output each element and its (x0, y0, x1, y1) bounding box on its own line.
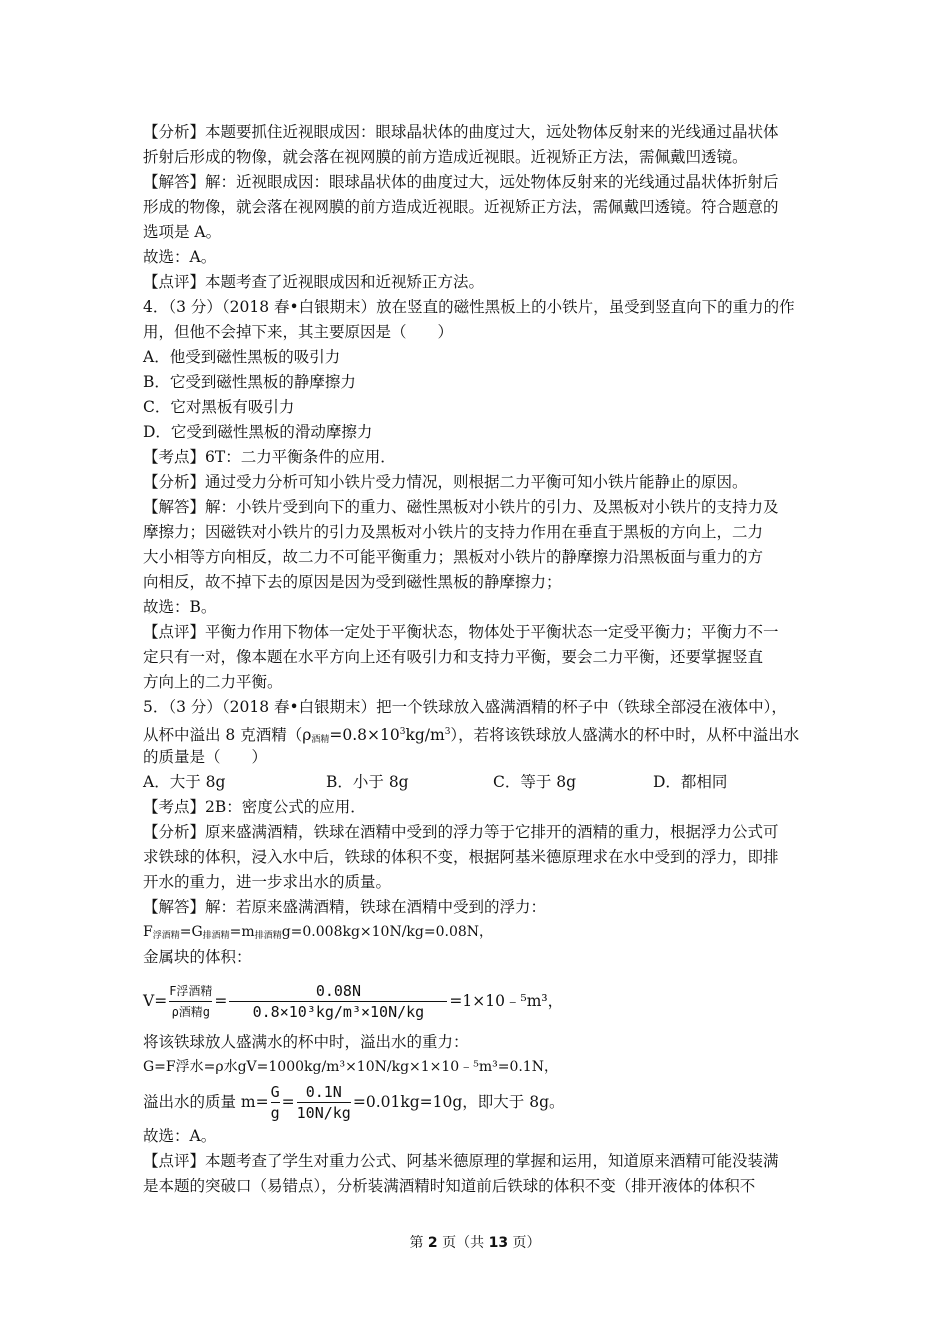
q3-answer-line-3: 选项是 A。 (143, 223, 222, 241)
volume-prefix: V= (143, 991, 168, 1010)
q5-volume-label: 金属块的体积： (143, 948, 252, 966)
q3-analysis-line-1: 【分析】本题要抓住近视眼成因：眼球晶状体的曲度过大，远处物体反射来的光线通过晶状体 (143, 123, 779, 141)
q4-answer-line-1: 【解答】解：小铁片受到向下的重力、磁性黑板对小铁片的引力、及黑板对小铁片的支持力及 (143, 498, 779, 516)
q5-option-a: A．大于 8g (143, 773, 226, 791)
q4-analysis: 【分析】通过受力分析可知小铁片受力情况，则根据二力平衡可知小铁片能静止的原因。 (143, 473, 748, 491)
fraction-denominator: ρ酒精g (171, 1004, 211, 1019)
volume-result: =1×10﹣⁵m³， (449, 991, 564, 1010)
q5-analysis-line-3: 开水的重力，进一步求出水的质量。 (143, 873, 392, 891)
q5-stem-line-1: 5．（3 分）（2018 春•白银期末）把一个铁球放入盛满酒精的杯子中（铁球全部浸在液体中）， (143, 698, 787, 716)
document-body (143, 120, 813, 1199)
q5-option-d: D．都相同 (653, 773, 728, 791)
q4-review-line-2: 定只有一对，像本题在水平方向上还有吸引力和支持力平衡，要会二力平衡，还要掌握竖直 (143, 648, 764, 666)
q4-review-line-1: 【点评】平衡力作用下物体一定处于平衡状态，物体处于平衡状态一定受平衡力；平衡力不一 (143, 623, 779, 641)
mass-fraction-symbolic (271, 1082, 280, 1123)
q4-stem-line-1: 4．（3 分）（2018 春•白银期末）放在竖直的磁性黑板上的小铁片，虽受到竖直向下的重力的作 (143, 298, 795, 316)
mass-fraction-numeric (297, 1082, 351, 1123)
page-footer: 第 2 页（共 13 页） (409, 1235, 541, 1251)
q5-gravity-formula: G=F浮水=ρ水gV=1000kg/m³×10N/kg×1×10﹣⁵m³=0.1N， (143, 1059, 558, 1075)
q3-answer-line-2: 形成的物像，就会落在视网膜的前方造成近视眼。近视矫正方法，需佩戴凹透镜。符合题意的 (143, 198, 779, 216)
q4-option-d: D．它受到磁性黑板的滑动摩擦力 (143, 423, 373, 441)
q5-buoyancy-formula: $F_{浮酒精}=G_{排酒精}=m_{排酒精}g=0.008kg\times 10N/kg=0.08N$， (143, 924, 494, 941)
q5-analysis-line-2: 求铁球的体积，浸入水中后，铁球的体积不变，根据阿基米德原理求在水中受到的浮力，即排 (143, 848, 779, 866)
q4-answer-line-2: 摩擦力；因磁铁对小铁片的引力及黑板对小铁片的支持力作用在垂直于黑板的方向上，二力 (143, 523, 764, 541)
q5-option-b: B．小于 8g (326, 773, 409, 791)
q5-review-line-2: 是本题的突破口（易错点），分析装满酒精时知道前后铁球的体积不变（排开液体的体积不 (143, 1177, 756, 1195)
equals-sign: = (281, 1092, 295, 1111)
q5-volume-formula (143, 976, 813, 1026)
total-pages: 13 (488, 1235, 509, 1251)
current-page-number: 2 (427, 1235, 438, 1251)
q4-answer-line-4: 向相反，故不掉下去的原因是因为受到磁性黑板的静摩擦力； (143, 573, 562, 591)
q5-answer-line-1: 【解答】解：若原来盛满酒精，铁球在酒精中受到的浮力： (143, 898, 547, 916)
q5-choice: 故选：A。 (143, 1127, 217, 1145)
fraction-denominator: g (270, 1103, 280, 1122)
mass-result: =0.01kg=10g，即大于 8g。 (352, 1092, 565, 1111)
fraction-denominator: 0.8×10³kg/m³×10N/kg (252, 1002, 425, 1021)
q5-analysis-line-1: 【分析】原来盛满酒精，铁球在酒精中受到的浮力等于它排开的酒精的重力，根据浮力公式可 (143, 823, 779, 841)
q4-answer-line-3: 大小相等方向相反，故二力不可能平衡重力；黑板对小铁片的静摩擦力沿黑板面与重力的方 (143, 548, 764, 566)
q4-option-c: C．它对黑板有吸引力 (143, 398, 295, 416)
q5-stem-line-2: 从杯中溢出 8 克酒精$(\rho_{酒精}=0.8\times 10^3kg/m^3)$，若将该铁球放人盛满水的杯中时，从杯中溢出水 (143, 726, 800, 745)
q3-choice: 故选：A。 (143, 248, 217, 266)
q5-point: 【考点】2B：密度公式的应用． (143, 798, 366, 816)
q4-point: 【考点】6T：二力平衡条件的应用． (143, 448, 396, 466)
q4-choice: 故选：B。 (143, 598, 217, 616)
volume-fraction-symbolic (169, 981, 212, 1022)
fraction-numerator: 0.1N (305, 1082, 342, 1101)
q3-answer-line-1: 【解答】解：近视眼成因：眼球晶状体的曲度过大，远处物体反射来的光线通过晶状体折射后 (143, 173, 779, 191)
q5-stem-line-3: 的质量是（ ） (143, 748, 268, 766)
q5-option-c: C．等于 8g (493, 773, 577, 791)
fraction-numerator: G (270, 1082, 280, 1101)
q5-mass-formula (143, 1080, 813, 1124)
q3-review: 【点评】本题考查了近视眼成因和近视矫正方法。 (143, 273, 485, 291)
mass-prefix: 溢出水的质量 m= (143, 1092, 269, 1111)
q5-options (143, 770, 813, 795)
q4-option-a: A．他受到磁性黑板的吸引力 (143, 348, 341, 366)
fraction-denominator: 10N/kg (296, 1103, 351, 1122)
q5-review-line-1: 【点评】本题考查了学生对重力公式、阿基米德原理的掌握和运用，知道原来酒精可能没装满 (143, 1152, 779, 1170)
q5-water-label: 将该铁球放人盛满水的杯中时，溢出水的重力： (143, 1033, 469, 1051)
q4-review-line-3: 方向上的二力平衡。 (143, 673, 283, 691)
q4-stem-line-2: 用，但他不会掉下来，其主要原因是（ ） (143, 323, 454, 341)
fraction-numerator: 0.08N (315, 981, 361, 1000)
equals-sign: = (214, 991, 228, 1010)
fraction-numerator: F浮酒精 (169, 983, 213, 998)
q4-option-b: B．它受到磁性黑板的静摩擦力 (143, 373, 356, 391)
q3-analysis-line-2: 折射后形成的物像，就会落在视网膜的前方造成近视眼。近视矫正方法，需佩戴凹透镜。 (143, 148, 748, 166)
volume-fraction-numeric (229, 981, 447, 1022)
